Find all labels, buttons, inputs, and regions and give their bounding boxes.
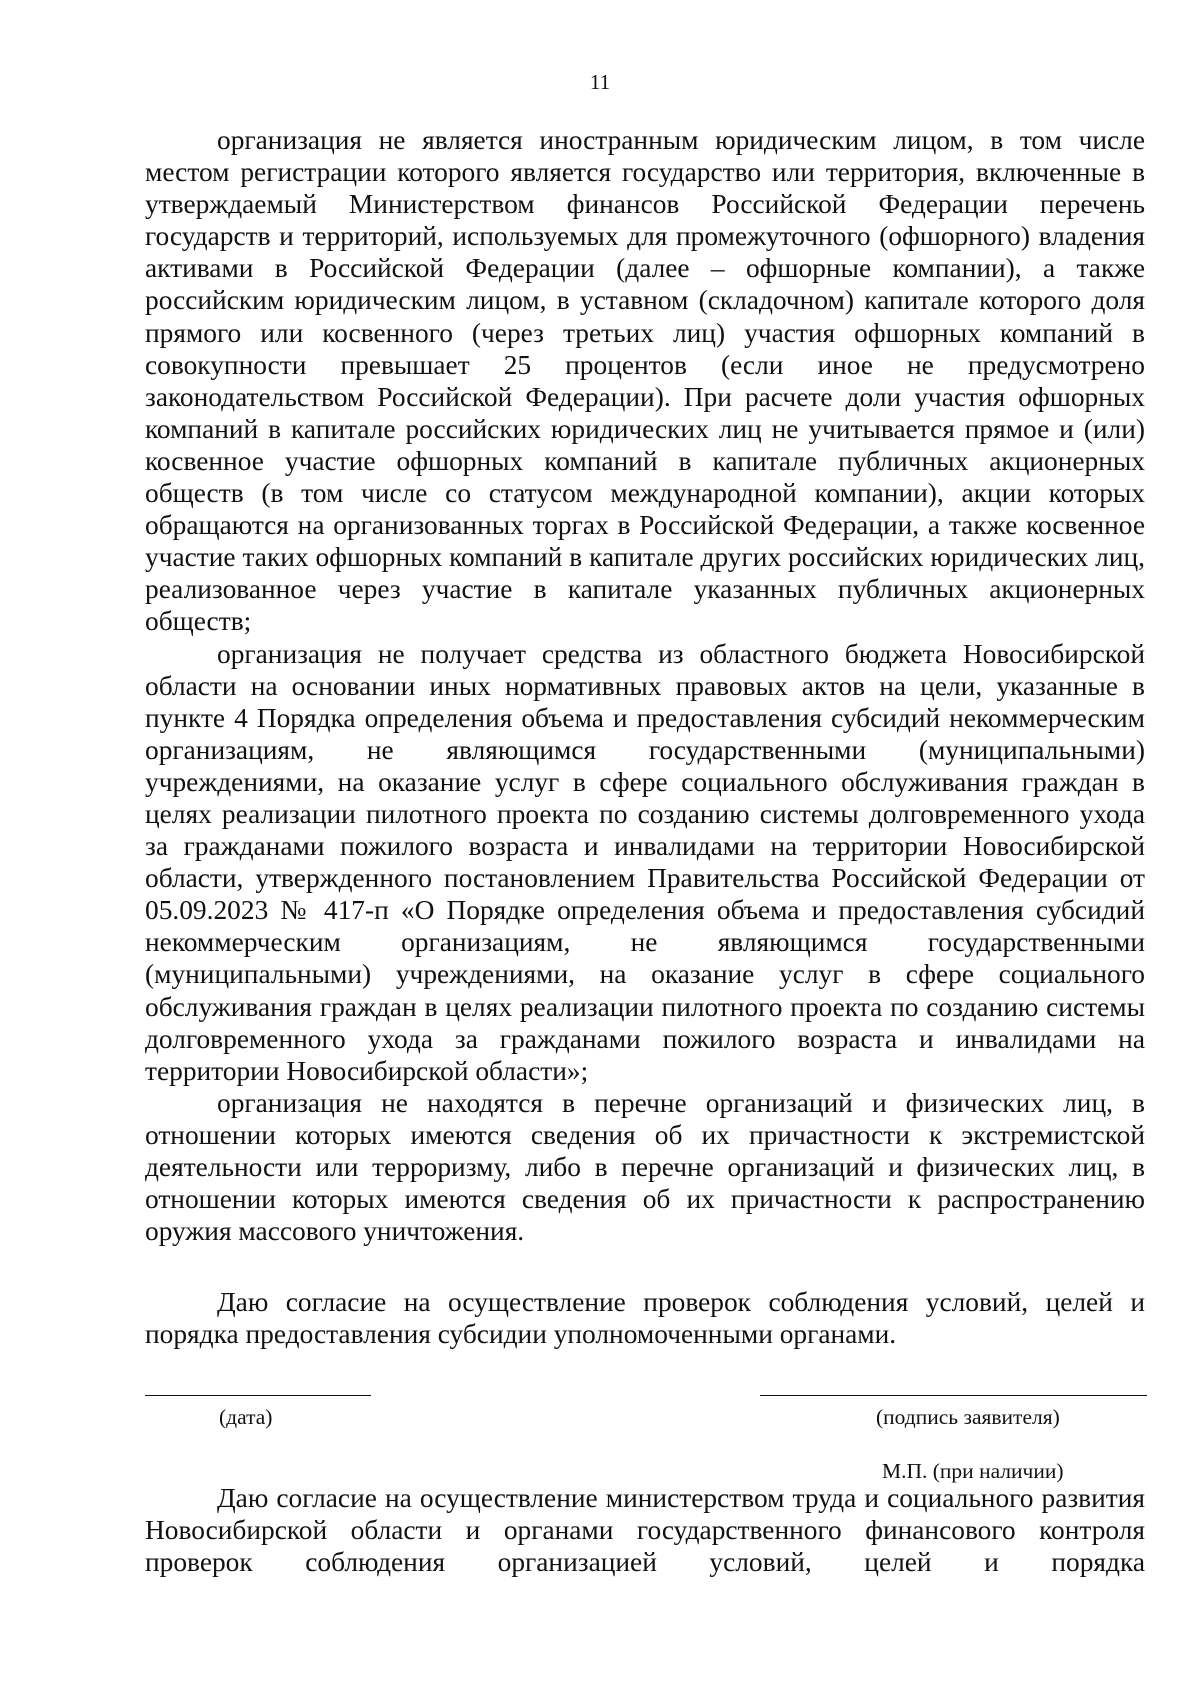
applicant-signature-line bbox=[760, 1395, 1147, 1396]
date-signature-line bbox=[145, 1395, 371, 1396]
consent-ministry-inspection-paragraph: Даю согласие на осуществление министерством труда и социального развития Новосибирской области и органами государственного финансового контроля проверок соблюдения организацией условий, целей и порядка bbox=[145, 1483, 1145, 1578]
page-number: 11 bbox=[589, 70, 611, 94]
paragraph-offshore-condition: организация не является иностранным юридическим лицом, в том числе местом регистрации которого является государство или территория, включенные в утверждаемый Министерством финансов Российской Федерации перечень государств и территорий, используемых для промежуточного (офшорного) владения активами в Российской Федерации (далее – офшорные компании), а также российским юридическим лицом, в уставном (складочном) капитале которого доля прямого или косвенного (через третьих лиц) участия офшорных компаний в совокупности превышает 25 процентов (если иное не предусмотрено законодательством Российской Федерации). При расчете доли участия офшорных компаний в капитале российских юридических лиц не учитывается прямое и (или) косвенное участие офшорных компаний в капитале публичных акционерных обществ (в том числе со статусом международной компании), акции которых обращаются на организованных торгах в Российской Федерации, а также косвенное участие таких офшорных компаний в капитале других российских юридических лиц, реализованное через участие в капитале указанных публичных акционерных обществ; bbox=[145, 125, 1145, 637]
stamp-caption: М.П. (при наличии) bbox=[882, 1459, 1064, 1483]
consent-inspection-paragraph: Даю согласие на осуществление проверок соблюдения условий, целей и порядка предоставления субсидии уполномоченными органами. bbox=[145, 1287, 1145, 1350]
paragraph-regional-budget-condition: организация не получает средства из областного бюджета Новосибирской области на основании иных нормативных правовых актов на цели, указанные в пункте 4 Порядка определения объема и предоставления субсидий некоммерческим организациям, не являющимся государственными (муниципальными) учреждениями, на оказание услуг в сфере социального обслуживания граждан в целях реализации пилотного проекта по созданию системы долговременного ухода за гражданами пожилого возраста и инвалидами на территории Новосибирской области, утвержденного постановлением Правительства Российской Федерации от 05.09.2023 № 417-п «О Порядке определения объема и предоставления субсидий некоммерческим организациям, не являющимся государственными (муниципальными) учреждениями, на оказание услуг в сфере социального обслуживания граждан в целях реализации пилотного проекта по созданию системы долговременного ухода за гражданами пожилого возраста и инвалидами на территории Новосибирской области»; bbox=[145, 638, 1145, 1086]
signature-caption: (подпись заявителя) bbox=[876, 1405, 1060, 1429]
paragraph-extremism-list-condition: организация не находятся в перечне организаций и физических лиц, в отношении которых имеются сведения об их причастности к экстремистской деятельности или терроризму, либо в перечне организаций и физических лиц, в отношении которых имеются сведения об их причастности к распространению оружия массового уничтожения. bbox=[145, 1087, 1145, 1247]
date-caption: (дата) bbox=[219, 1405, 273, 1429]
eligibility-conditions bbox=[145, 124, 1145, 1247]
